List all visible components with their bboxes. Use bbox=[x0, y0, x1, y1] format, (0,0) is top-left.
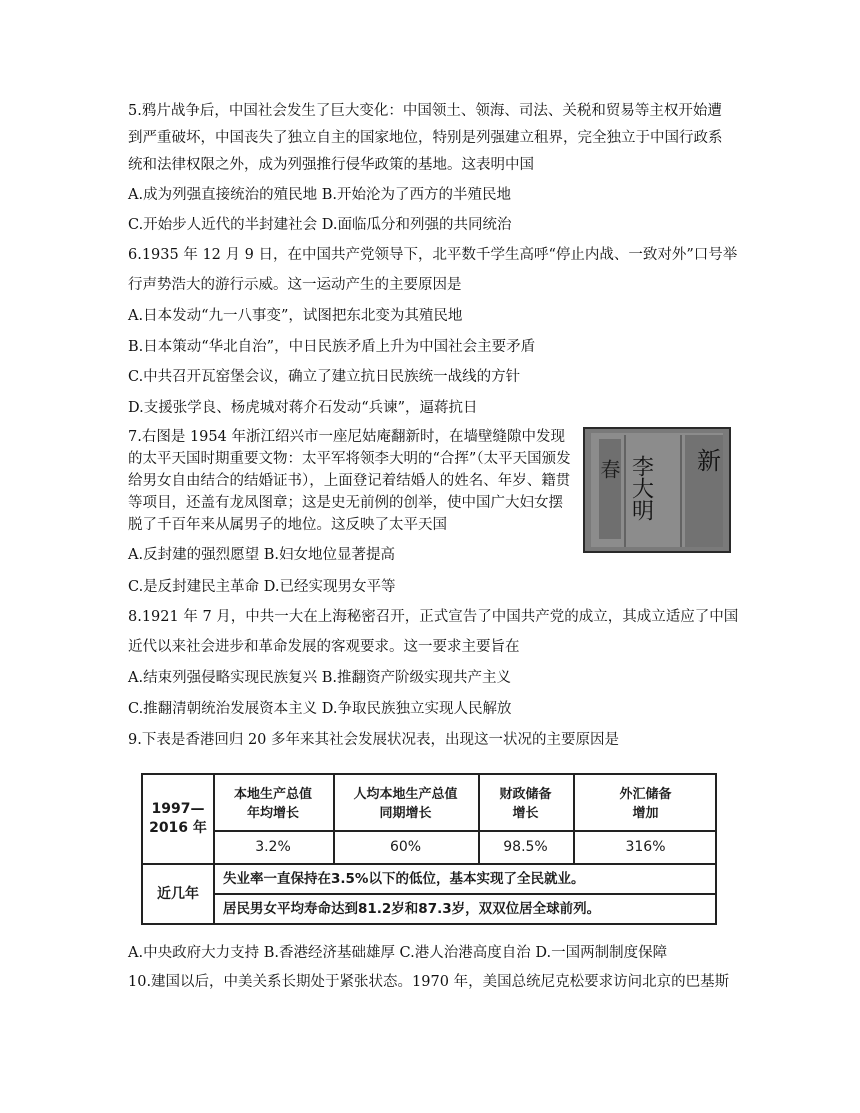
table-recent-life-expectancy: 居民男女平均寿命达到81.2岁和87.3岁，双双位居全球前列。 bbox=[223, 900, 601, 917]
table-period-cell: 1997—2016 年 bbox=[149, 801, 207, 836]
table-value-gdp-growth: 3.2% bbox=[255, 839, 291, 855]
table-value-per-capita-gdp: 60% bbox=[389, 839, 422, 855]
q5-stem-line-1: 5.鸦片战争后，中国社会发生了巨大变化：中国领土、领海、司法、关税和贸易等主权开始遭 bbox=[128, 103, 722, 119]
photo-name-text: 李大明 bbox=[628, 455, 654, 521]
hong-kong-development-table bbox=[141, 773, 717, 925]
q9-stem: 9.下表是香港回归 20 多年来其社会发展状况表，出现这一状况的主要原因是 bbox=[128, 732, 620, 748]
q6-option-c: C.中共召开瓦窑堡会议，确立了建立抗日民族统一战线的方针 bbox=[128, 369, 521, 385]
table-recent-label: 近几年 bbox=[157, 885, 199, 902]
q6-stem-line-2: 行声势浩大的游行示威。这一运动产生的主要原因是 bbox=[128, 277, 462, 293]
q5-option-ab: A.成为列强直接统治的殖民地 B.开始沦为了西方的半殖民地 bbox=[128, 187, 511, 203]
q8-stem-line-2: 近代以来社会进步和革命发展的客观要求。这一要求主要旨在 bbox=[128, 639, 520, 655]
q7-stem: 7.右图是 1954 年浙江绍兴市一座尼姑庵翻新时，在墙壁缝隙中发现的太平天国时期重要文物：太平军将领李大明的“合挥”（太平天国颁发给男女自由结合的结婚证书），上面登记着结婚人的姓名、年岁、籍贯等项目，还盖有龙凤图章；这是史无前例的创举，使中国广大妇女摆脱了千百年来从属男子的地位。这反映了太平天国 bbox=[128, 429, 571, 533]
table-header-forex-reserve: 外汇储备增加 bbox=[619, 787, 672, 821]
table-recent-employment: 失业率一直保持在3.5%以下的低位，基本实现了全民就业。 bbox=[223, 870, 585, 887]
q7-option-ab: A.反封建的强烈愿望 B.妇女地位显著提高 bbox=[128, 547, 395, 563]
q9-options: A.中央政府大力支持 B.香港经济基础雄厚 C.港人治港高度自治 D.一国两制制度保障 bbox=[128, 945, 668, 961]
q5-stem-line-3: 统和法律权限之外，成为列强推行侵华政策的基地。这表明中国 bbox=[128, 157, 534, 173]
q5-option-cd: C.开始步人近代的半封建社会 D.面临瓜分和列强的共同统治 bbox=[128, 217, 512, 233]
photo-side-text: 春 bbox=[597, 459, 621, 479]
q8-option-cd: C.推翻清朝统治发展资本主义 D.争取民族独立实现人民解放 bbox=[128, 701, 512, 717]
q8-stem-line-1: 8.1921 年 7 月，中共一大在上海秘密召开，正式宣告了中国共产党的成立，其成立适应了中国 bbox=[128, 609, 739, 625]
table-value-fiscal-reserve: 98.5% bbox=[503, 839, 548, 855]
table-header-fiscal-reserve: 财政储备增长 bbox=[499, 787, 552, 821]
q5-stem-line-2: 到严重破坏，中国丧失了独立自主的国家地位，特别是列强建立租界，完全独立于中国行政系 bbox=[128, 130, 723, 146]
table-header-gdp-growth: 本地生产总值年均增长 bbox=[233, 787, 312, 821]
photo-right-text: 新 bbox=[697, 447, 721, 475]
q10-stem: 10.建国以后，中美关系长期处于紧张状态。1970 年，美国总统尼克松要求访问北京的巴基斯 bbox=[128, 974, 730, 990]
marriage-certificate-photo bbox=[583, 427, 731, 553]
table-header-per-capita-gdp: 人均本地生产总值同期增长 bbox=[353, 787, 458, 821]
q7-option-cd: C.是反封建民主革命 D.已经实现男女平等 bbox=[128, 579, 396, 595]
q6-option-a: A.日本发动“九一八事变”，试图把东北变为其殖民地 bbox=[128, 308, 463, 324]
q8-option-ab: A.结束列强侵略实现民族复兴 B.推翻资产阶级实现共产主义 bbox=[128, 670, 511, 686]
q6-option-d: D.支援张学良、杨虎城对蒋介石发动“兵谏”，逼蒋抗日 bbox=[128, 400, 478, 416]
table-value-forex-reserve: 316% bbox=[625, 839, 666, 855]
q6-option-b: B.日本策动“华北自治”，中日民族矛盾上升为中国社会主要矛盾 bbox=[128, 339, 536, 355]
q6-stem-line-1: 6.1935 年 12 月 9 日，在中国共产党领导下，北平数千学生高呼“停止内战、一致对外”口号举 bbox=[128, 247, 738, 263]
